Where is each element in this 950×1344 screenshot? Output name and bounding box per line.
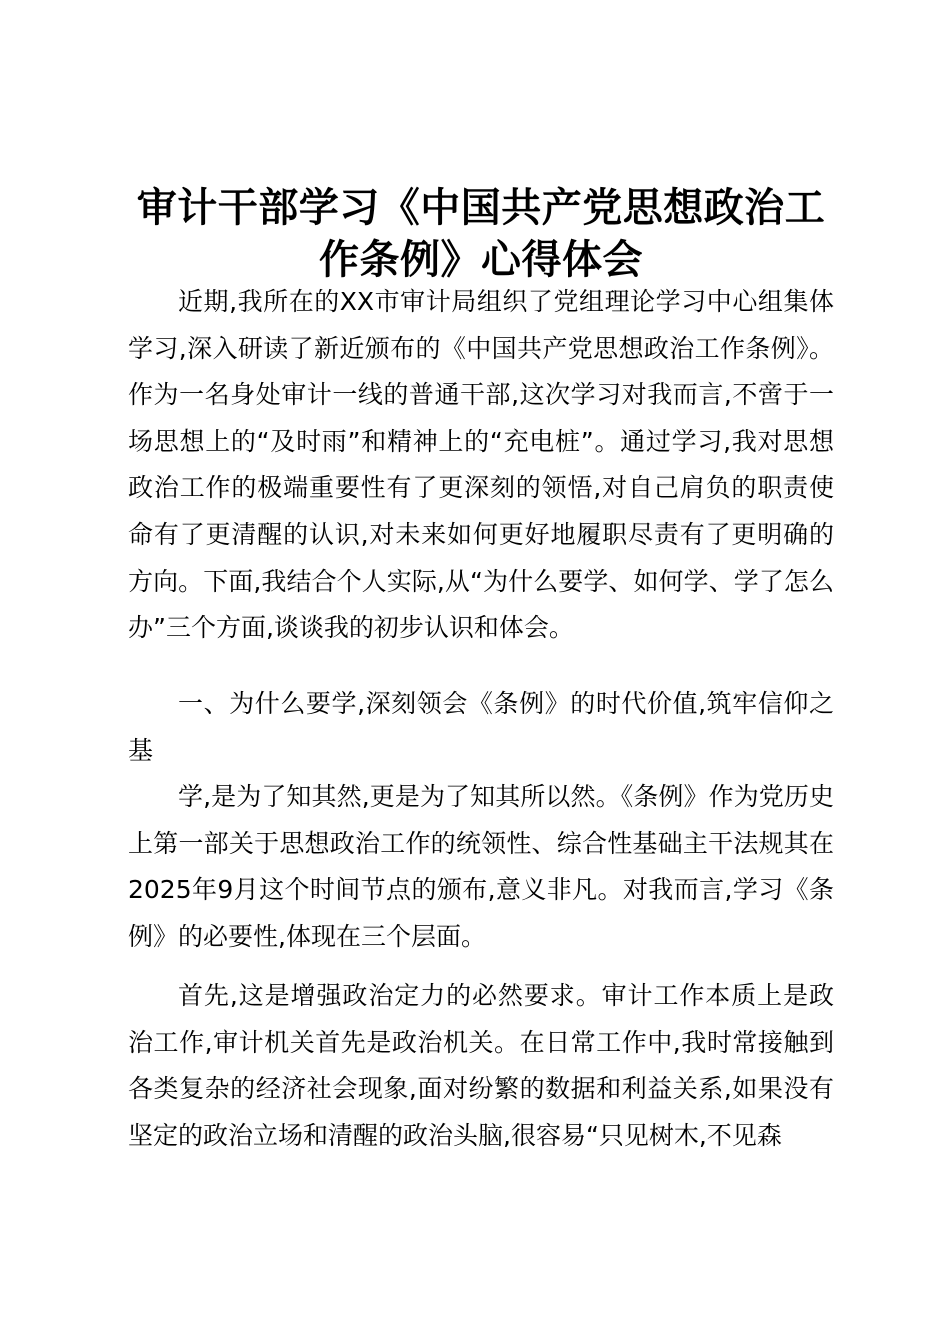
paragraph-intro: 近期,我所在的XX市审计局组织了党组理论学习中心组集体学习,深入研读了新近颁布的《中国共产党思想政治工作条例》。作为一名身处审计一线的普通干部,这次学习对我而言,不啻于一场思想上的“及时雨”和精神上的“充电桩”。通过学习,我对思想政治工作的极端重要性有了更深刻的领悟,对自己肩负的职责使命有了更清醒的认识,对未来如何更好地履职尽责有了更明确的方向。下面,我结合个人实际,从“为什么要学、如何学、学了怎么办”三个方面,谈谈我的初步认识和体会。	[128, 287, 834, 643]
paragraph-why-learn: 学,是为了知其然,更是为了知其所以然。《条例》作为党历史上第一部关于思想政治工作的统领性、综合性基础主干法规其在2025年9月这个时间节点的颁布,意义非凡。对我而言,学习《条例》的必要性,体现在三个层面。	[128, 782, 834, 951]
document-title: 审计干部学习《中国共产党思想政治工作条例》心得体会	[136, 185, 826, 283]
section-heading-1: 一、为什么要学,深刻领会《条例》的时代价值,筑牢信仰之基	[128, 689, 834, 765]
paragraph-first-point: 首先,这是增强政治定力的必然要求。审计工作本质上是政治工作,审计机关首先是政治机关。在日常工作中,我时常接触到各类复杂的经济社会现象,面对纷繁的数据和利益关系,如果没有坚定的政治立场和清醒的政治头脑,很容易“只见树木,不见森	[128, 981, 834, 1150]
